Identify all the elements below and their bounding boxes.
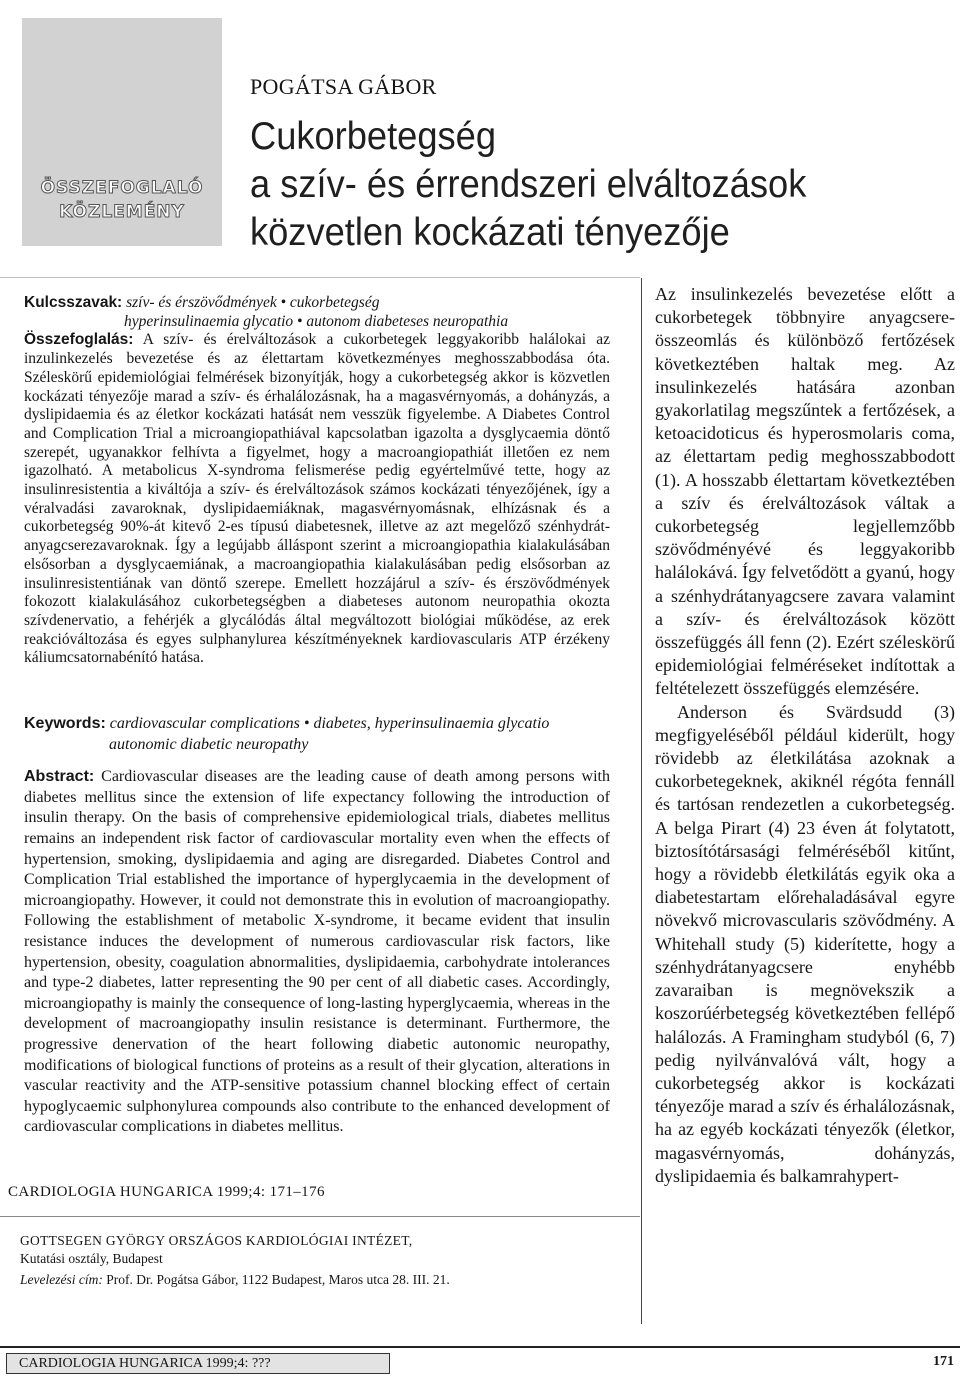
institution-info — [20, 1232, 450, 1289]
hu-keywords: Kulcsszavak: szív- és érszövődmények • cukorbetegség hyperinsulinaemia glycatio • autonom diabeteses neuropathia — [24, 294, 509, 330]
column-divider — [641, 278, 642, 1324]
hu-summary: Összefoglalás: A szív- és érelváltozások a cukorbetegek leggyakoribb halálokai az inzulinkezelés bevezetése és az élettartam következményes meghosszabbodása óta. Széleskörű epidemiológiai felmérések bizonyítják, hogy a cukorbetegség akkor is közvetlen kockázati tényezője marad a szív- és érhalálozásnak, ha a magasvérnyomás, a dohányzás, a dyslipidaemia és az életkor kockázati hatását nem vesszük figyelembe. A Diabetes Control and Complication Trial a microangiopathiával kapcsolatban igazolta a dysglycaemia döntő szerepét, ugyanakkor felhívta a figyelmet, hogy a macroangiopathiát illetően ez nem igazolható. A metabolicus X-syndroma felismerése pedig egyértelművé tette, hogy az insulinresistentia a kiváltója a szív- és érelváltozások számos kockázati tényezőjének, így a véralvadási zavaroknak, dyslipidaemiáknak, magasvérnyomásnak, elhízásnak és a cukorbetegség 90%-át kitevő 2-es típusú diabetesnek, illetve az azt megelőző szénhydrát-anyagcserezavaroknak. Így a legújabb álláspont szerint a microangiopathia kialakulásában elsősorban a dysglycaemiának, a macroangiopathia kialakulásában pedig elsősorban az insulinresistentiának van döntő szerepe. Emellett hozzájárul a szív- és érszövődmények fokozott kialakulásához cukorbetegségben a diabeteses autonom neuropathia okozta szívdenervatio, a fehérjék a glycálódás által megváltozott biológiai működése, az erek reakcióváltozása és egyes sulphanylurea készítményeknek kardiovascularis ATP érzékeny káliumcsatornabénító hatása. — [24, 331, 610, 667]
page-number: 171 — [933, 1354, 954, 1369]
english-abstract — [24, 714, 610, 1138]
footer-rule — [0, 1346, 960, 1348]
institution-name: GOTTSEGEN GYÖRGY ORSZÁGOS KARDIOLÓGIAI INTÉZET, — [20, 1233, 413, 1248]
page-footer — [0, 1346, 960, 1378]
correspondence: Levelezési cím: Prof. Dr. Pogátsa Gábor, 1122 Budapest, Maros utca 28. III. 21. — [20, 1272, 450, 1287]
body-paragraph: Az insulinkezelés bevezetése előtt a cukorbetegek többnyire anyagcsere-összeomlás és különböző fertőzések következtében haltak meg. Az insulinkezelés hatására azonban gyakorlatilag megszűntek a fertőzések, a ketoacidoticus és hyperosmolaris coma, az élettartam pedig meghosszabbodott (1). A hosszabb élettartam következtében a szív és érelváltozások váltak a cukorbetegség legjellemzőbb szövődményévé és leggyakoribb halálokává. Így felvetődött a gyanú, hogy a szénhydrátanyagcsere zavara valamint a szív- és érelváltozások között összefüggés áll fenn (2). Ezért széleskörű epidemiológiai felméréseket indítottak a feltételezett összefüggés elemzésére. — [655, 284, 955, 699]
journal-reference: CARDIOLOGIA HUNGARICA 1999;4: 171–176 — [8, 1184, 325, 1200]
article-type-box — [22, 18, 222, 246]
article-title: Cukorbetegség a szív- és érrendszeri elváltozások közvetlen kockázati tényezője — [250, 115, 807, 254]
article-body — [655, 283, 955, 1188]
article-type-label: ÖSSZEFOGLALÓ KÖZLEMÉNY — [40, 178, 204, 222]
footer-journal: CARDIOLOGIA HUNGARICA 1999;4: ??? — [6, 1353, 390, 1374]
header-rule — [0, 277, 640, 278]
body-paragraph: Anderson és Svärdsudd (3) megfigyeléséből például kiderült, hogy rövidebb az életkilátása azoknak a cukorbetegeknek, akiknél régóta fennáll és tartósan rendezetlen a cukorbetegség. A belga Pirart (4) 23 éven át folytatott, biztosítótársasági felméréséből kitűnt, hogy a rövidebb életkilátás egyik oka a diabetestartam előrehaladásával egyre növekvő microvascularis szövődmény. A Whitehall study (5) kiderítette, hogy a szénhydrátanyagcsere enyhébb zavaraiban is megnövekszik a koszorúérbetegség következtében fellépő halálozás. A Framingham studyból (6, 7) pedig nyilvánvalóvá vált, hogy a cukorbetegség akkor is kockázati tényezője marad a szív és érhalálozásnak, ha az egyéb kockázati tényezők (életkor, magasvérnyomás, dohányzás, dyslipidaemia és balkamrahypert- — [655, 701, 955, 1186]
en-keywords: Keywords: cardiovascular complications • diabetes, hyperinsulinaemia glycatio autonomic diabetic neuropathy — [24, 715, 550, 753]
hungarian-summary — [24, 294, 610, 668]
en-abstract: Abstract: Cardiovascular diseases are the leading cause of death among persons with diabetes mellitus since the extension of life expectancy following the introduction of insulin therapy. On the basis of comprehensive epidemiological trials, diabetes mellitus remains an independent risk factor of cardiovascular mortality even when the effects of hypertension, smoking, dyslipidaemia and aging are disregarded. Diabetes Control and Complication Trial established the importance of hyperglycaemia in the development of microangiopathy. However, it could not demonstrate this in evolution of macroangiopathy. Following the establishment of metabolic X-syndrome, it became evident that insulin resistance induces the development of numerous cardiovascular risk factors, like hypertension, obesity, coagulation abnormalities, dyslipidaemia, carbohydrate intolerances and type-2 diabetes, latter representing the 90 per cent of all diabetic cases. Accordingly, microangiopathy is mainly the consequence of long-lasting hyperglycaemia, whereas in the development of macroangiopathy insulin resistance is determinant. Furthermore, the progressive denervation of the heart following diabetic autonomic neuropathy, modifications of biological functions of proteins as a result of their glycation, alterations in vascular reactivity and the ATP-sensitive potassium channel blocking effect of certain hypoglycaemic sulphonylurea compounds also contribute to the enhanced development of cardiovascular complications in diabetes mellitus. — [24, 768, 610, 1136]
institution-dept: Kutatási osztály, Budapest — [20, 1250, 163, 1266]
institution-rule — [0, 1216, 640, 1217]
author-name: POGÁTSA GÁBOR — [250, 74, 437, 99]
